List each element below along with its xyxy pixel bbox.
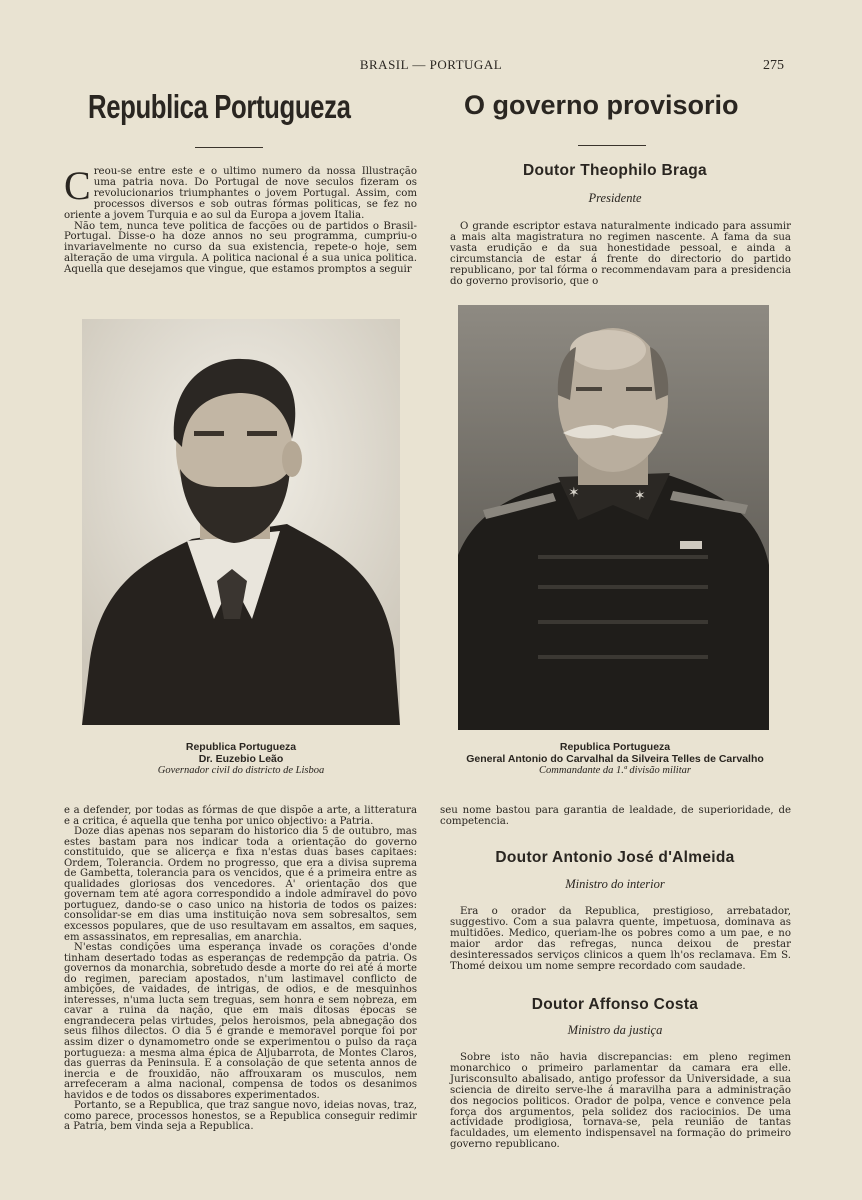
drop-cap: C — [64, 163, 91, 208]
almeida-text — [450, 907, 791, 972]
braga-role: Presidente — [588, 191, 642, 205]
almeida-role: Ministro do interior — [565, 877, 665, 891]
intro-paragraph-1: Creou-se entre este e o ultimo numero da nossa Illustração uma patria nova. Do Portugal de nove seculos fizeram os revolucionarios triumphantes o jovem Portugal. Assim, com processos diversos e sob outras fórmas politicas, se fez no oriente a jovem Turquia e ao sul da Europa a jovem Italia. — [64, 163, 417, 221]
body-paragraph: Portanto, se a Republica, que traz sangue novo, ideias novas, traz, como parece, processos honestos, se a Republica conseguir redimir a Patria, bem vinda seja a Republica. — [64, 1100, 417, 1133]
running-head: BRASIL — PORTUGAL — [359, 57, 503, 72]
title-rule-right — [578, 145, 646, 146]
title-rule-left — [195, 147, 263, 148]
costa-text — [450, 1052, 791, 1151]
costa-name: Doutor Affonso Costa — [531, 996, 699, 1013]
body-paragraph: e a defender, por todas as fórmas de que dispõe a arte, a litteratura e a critica, é aquella que tenha por unico objectivo: a Patria. — [64, 805, 417, 827]
caption-name: Dr. Euzebio Leão — [198, 753, 284, 765]
caption-title: Republica Portugueza — [559, 741, 671, 753]
intro-text — [64, 163, 417, 277]
page-number: 275 — [763, 58, 784, 73]
right-photo-caption — [440, 741, 790, 776]
braga-text — [450, 221, 791, 287]
svg-text:✶: ✶ — [568, 485, 580, 501]
costa-paragraph: Sobre isto não havia discrepancias: em pleno regimen monarchico o primeiro parlamentar da camara era elle. Jurisconsulto abalisado, antigo professor da Universidade, a sua sciencia de direito serve-lhe á maravilha para a administração dos negocios politicos. Orador de polpa, vence e convence pela força dos argumentos, pela solidez dos raciocinios. De uma actividade prodigiosa, tornava-se, pela reunião de tantas faculdades, um elemento indispensavel na formação do primeiro governo republicano. — [450, 1052, 791, 1151]
body-paragraph: Doze dias apenas nos separam do historico dia 5 de outubro, mas estes bastam para nos indicar toda a orientação do governo constituido, que se alicerça e fixa n'estas duas bases capitaes: Ordem, Tolerancia. Ordem no progresso, que era a divisa suprema de Gambetta, tolerancia para os vencidos, que é a primeira entre as qualidades gloriosas dos vencedores. A' orientação dos que governam tem até agora correspondido a indole admiravel do povo portuguez, dando-se o caso unico na historia de todos os paizes: consolidar-se em dias uma instituição nova sem sobresaltos, sem excessos populares, que de uso resultavam em assaltos, em saques, em assassinatos, em represalias, em anarchia. — [64, 826, 417, 943]
intro-paragraph-2: Não tem, nunca teve politica de facções ou de partidos o Brasil-Portugal. Disse-o ha doze annos no seu programma, cumpriu-o invariavelmente no curso da sua existencia, repete-o hoje, sem alteração de uma virgula. A politica nacional é a sua unica politica. Aquella que desejamos que vingue, que estamos promptos a seguir — [64, 220, 417, 276]
braga-paragraph: O grande escriptor estava naturalmente indicado para assumir a mais alta magistratura no regimen nascente. A fama da sua vasta erudição e da sua honestidade pessoal, e ainda a circumstancia de estar á frente do directorio do partido republicano, por tal fórma o recommendavam para a presidencia do governo provisorio, que o — [450, 221, 791, 287]
portrait-general-carvalho — [458, 305, 769, 730]
caption-role: Commandante da 1.ª divisão militar — [539, 765, 691, 776]
body-paragraph: N'estas condições uma esperança invade os corações d'onde tinham desertado todas as esperanças de redempção da patria. Os governos da monarchia, sobretudo desde a morte do rei até á morte do regimen, pareciam apostados, n'um lastimavel conflicto de ambições, de vaidades, de intrigas, de odios, e de mesquinhos interesses, n'uma lucta sem treguas, sem honra e sem nobreza, em cavar a ruina da nação, que em mais ditosas épocas se engrandecera pelas virtudes, pelos heroismos, pela abnegação dos seus filhos dilectos. O dia 5 é grande e memoravel porque foi por assim dizer o dynamometro onde se experimentou o pulso da raça portugueza: a mesma alma épica de Aljubarrota, de Montes Claros, das guerras da Peninsula. E a consolação de que setenta annos de inercia e de frouxidão, não affrouxaram os musculos, nem arrefeceram a alma nacional, compensa de todos os desanimos havidos e de todos os dissabores experimentados. — [64, 942, 417, 1101]
caption-role: Governador civil do districto de Lisboa — [157, 765, 325, 776]
left-body-text — [64, 806, 417, 1158]
portrait-euzebio-leao — [82, 319, 400, 725]
braga-continued — [440, 806, 791, 828]
left-title: Republica Portugueza — [88, 88, 351, 125]
braga-name: Doutor Theophilo Braga — [523, 162, 707, 179]
left-photo-caption — [82, 741, 400, 776]
almeida-name: Doutor Antonio José d'Almeida — [495, 849, 735, 866]
braga-paragraph-continued: seu nome bastou para garantia de lealdade, de superioridade, de competencia. — [440, 805, 791, 827]
caption-name: General Antonio do Carvalhal da Silveira Telles de Carvalho — [466, 753, 764, 765]
costa-role: Ministro da justiça — [567, 1023, 663, 1037]
almeida-paragraph: Era o orador da Republica, prestigioso, arrebatador, suggestivo. Com a sua palavra quente, impetuosa, dominava as multidões. Medico, queriam-lhe os pobres como a um pae, e no maior ardor das refregas, nunca deixou de prestar desinteressados serviços clinicos a quem lh'os reclamava. Em S. Thomé deixou um nome sempre recordado com saudade. — [450, 906, 791, 972]
svg-text:✶: ✶ — [634, 488, 646, 504]
caption-title: Republica Portugueza — [185, 741, 297, 753]
right-title: O governo provisorio — [464, 90, 739, 120]
